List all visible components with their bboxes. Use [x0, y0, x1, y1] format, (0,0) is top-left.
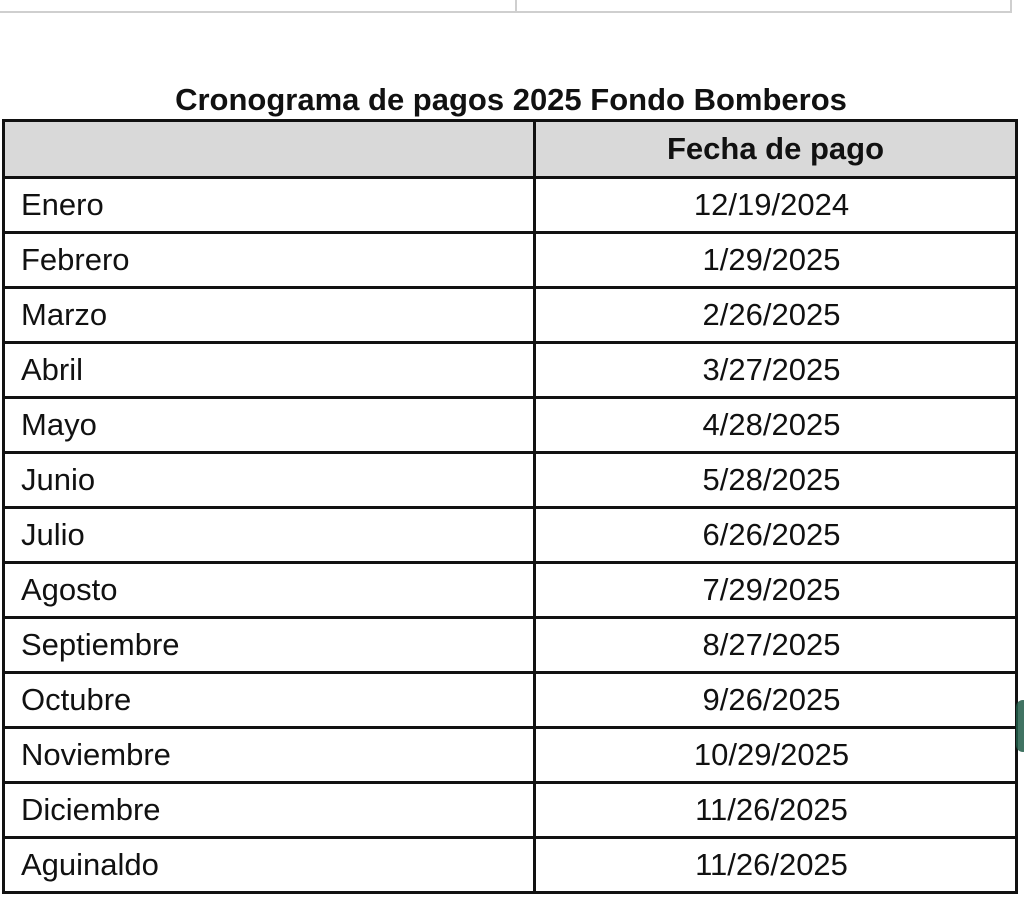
table-header-row [4, 121, 1017, 178]
table-row [4, 783, 1017, 838]
table-row [4, 563, 1017, 618]
payment-date-cell: 12/19/2024 [535, 178, 1017, 233]
table-row [4, 288, 1017, 343]
table-row [4, 343, 1017, 398]
table-row [4, 398, 1017, 453]
month-cell: Diciembre [4, 783, 535, 838]
month-cell: Enero [4, 178, 535, 233]
payment-date-cell: 6/26/2025 [535, 508, 1017, 563]
table-row [4, 728, 1017, 783]
payment-date-cell: 11/26/2025 [535, 783, 1017, 838]
payment-date-cell: 9/26/2025 [535, 673, 1017, 728]
spreadsheet-grid-remnant [0, 0, 1012, 13]
payment-date-cell: 5/28/2025 [535, 453, 1017, 508]
month-cell: Julio [4, 508, 535, 563]
page-title [0, 80, 1024, 120]
payment-date-cell: 1/29/2025 [535, 233, 1017, 288]
edge-overlay-shape [1016, 700, 1024, 752]
payment-date-cell: 4/28/2025 [535, 398, 1017, 453]
table-row [4, 453, 1017, 508]
payment-date-cell: 10/29/2025 [535, 728, 1017, 783]
month-cell: Aguinaldo [4, 838, 535, 893]
payment-date-cell: 8/27/2025 [535, 618, 1017, 673]
table-row [4, 838, 1017, 893]
payment-date-cell: 2/26/2025 [535, 288, 1017, 343]
table-body [4, 178, 1017, 893]
payment-date-cell: 3/27/2025 [535, 343, 1017, 398]
month-cell: Mayo [4, 398, 535, 453]
grid-column-divider [515, 0, 517, 11]
payment-schedule-table [2, 119, 1018, 894]
month-cell: Septiembre [4, 618, 535, 673]
payment-date-cell: 7/29/2025 [535, 563, 1017, 618]
header-cell-month [4, 121, 535, 178]
table-row [4, 618, 1017, 673]
table-row [4, 178, 1017, 233]
payment-date-cell: 11/26/2025 [535, 838, 1017, 893]
month-cell: Febrero [4, 233, 535, 288]
month-cell: Agosto [4, 563, 535, 618]
header-cell-payment-date: Fecha de pago [535, 121, 1017, 178]
table-row [4, 508, 1017, 563]
month-cell: Junio [4, 453, 535, 508]
table-row [4, 673, 1017, 728]
month-cell: Noviembre [4, 728, 535, 783]
month-cell: Octubre [4, 673, 535, 728]
title-text: Cronograma de pagos 2025 Fondo Bomberos [175, 82, 847, 117]
month-cell: Marzo [4, 288, 535, 343]
table-row [4, 233, 1017, 288]
month-cell: Abril [4, 343, 535, 398]
